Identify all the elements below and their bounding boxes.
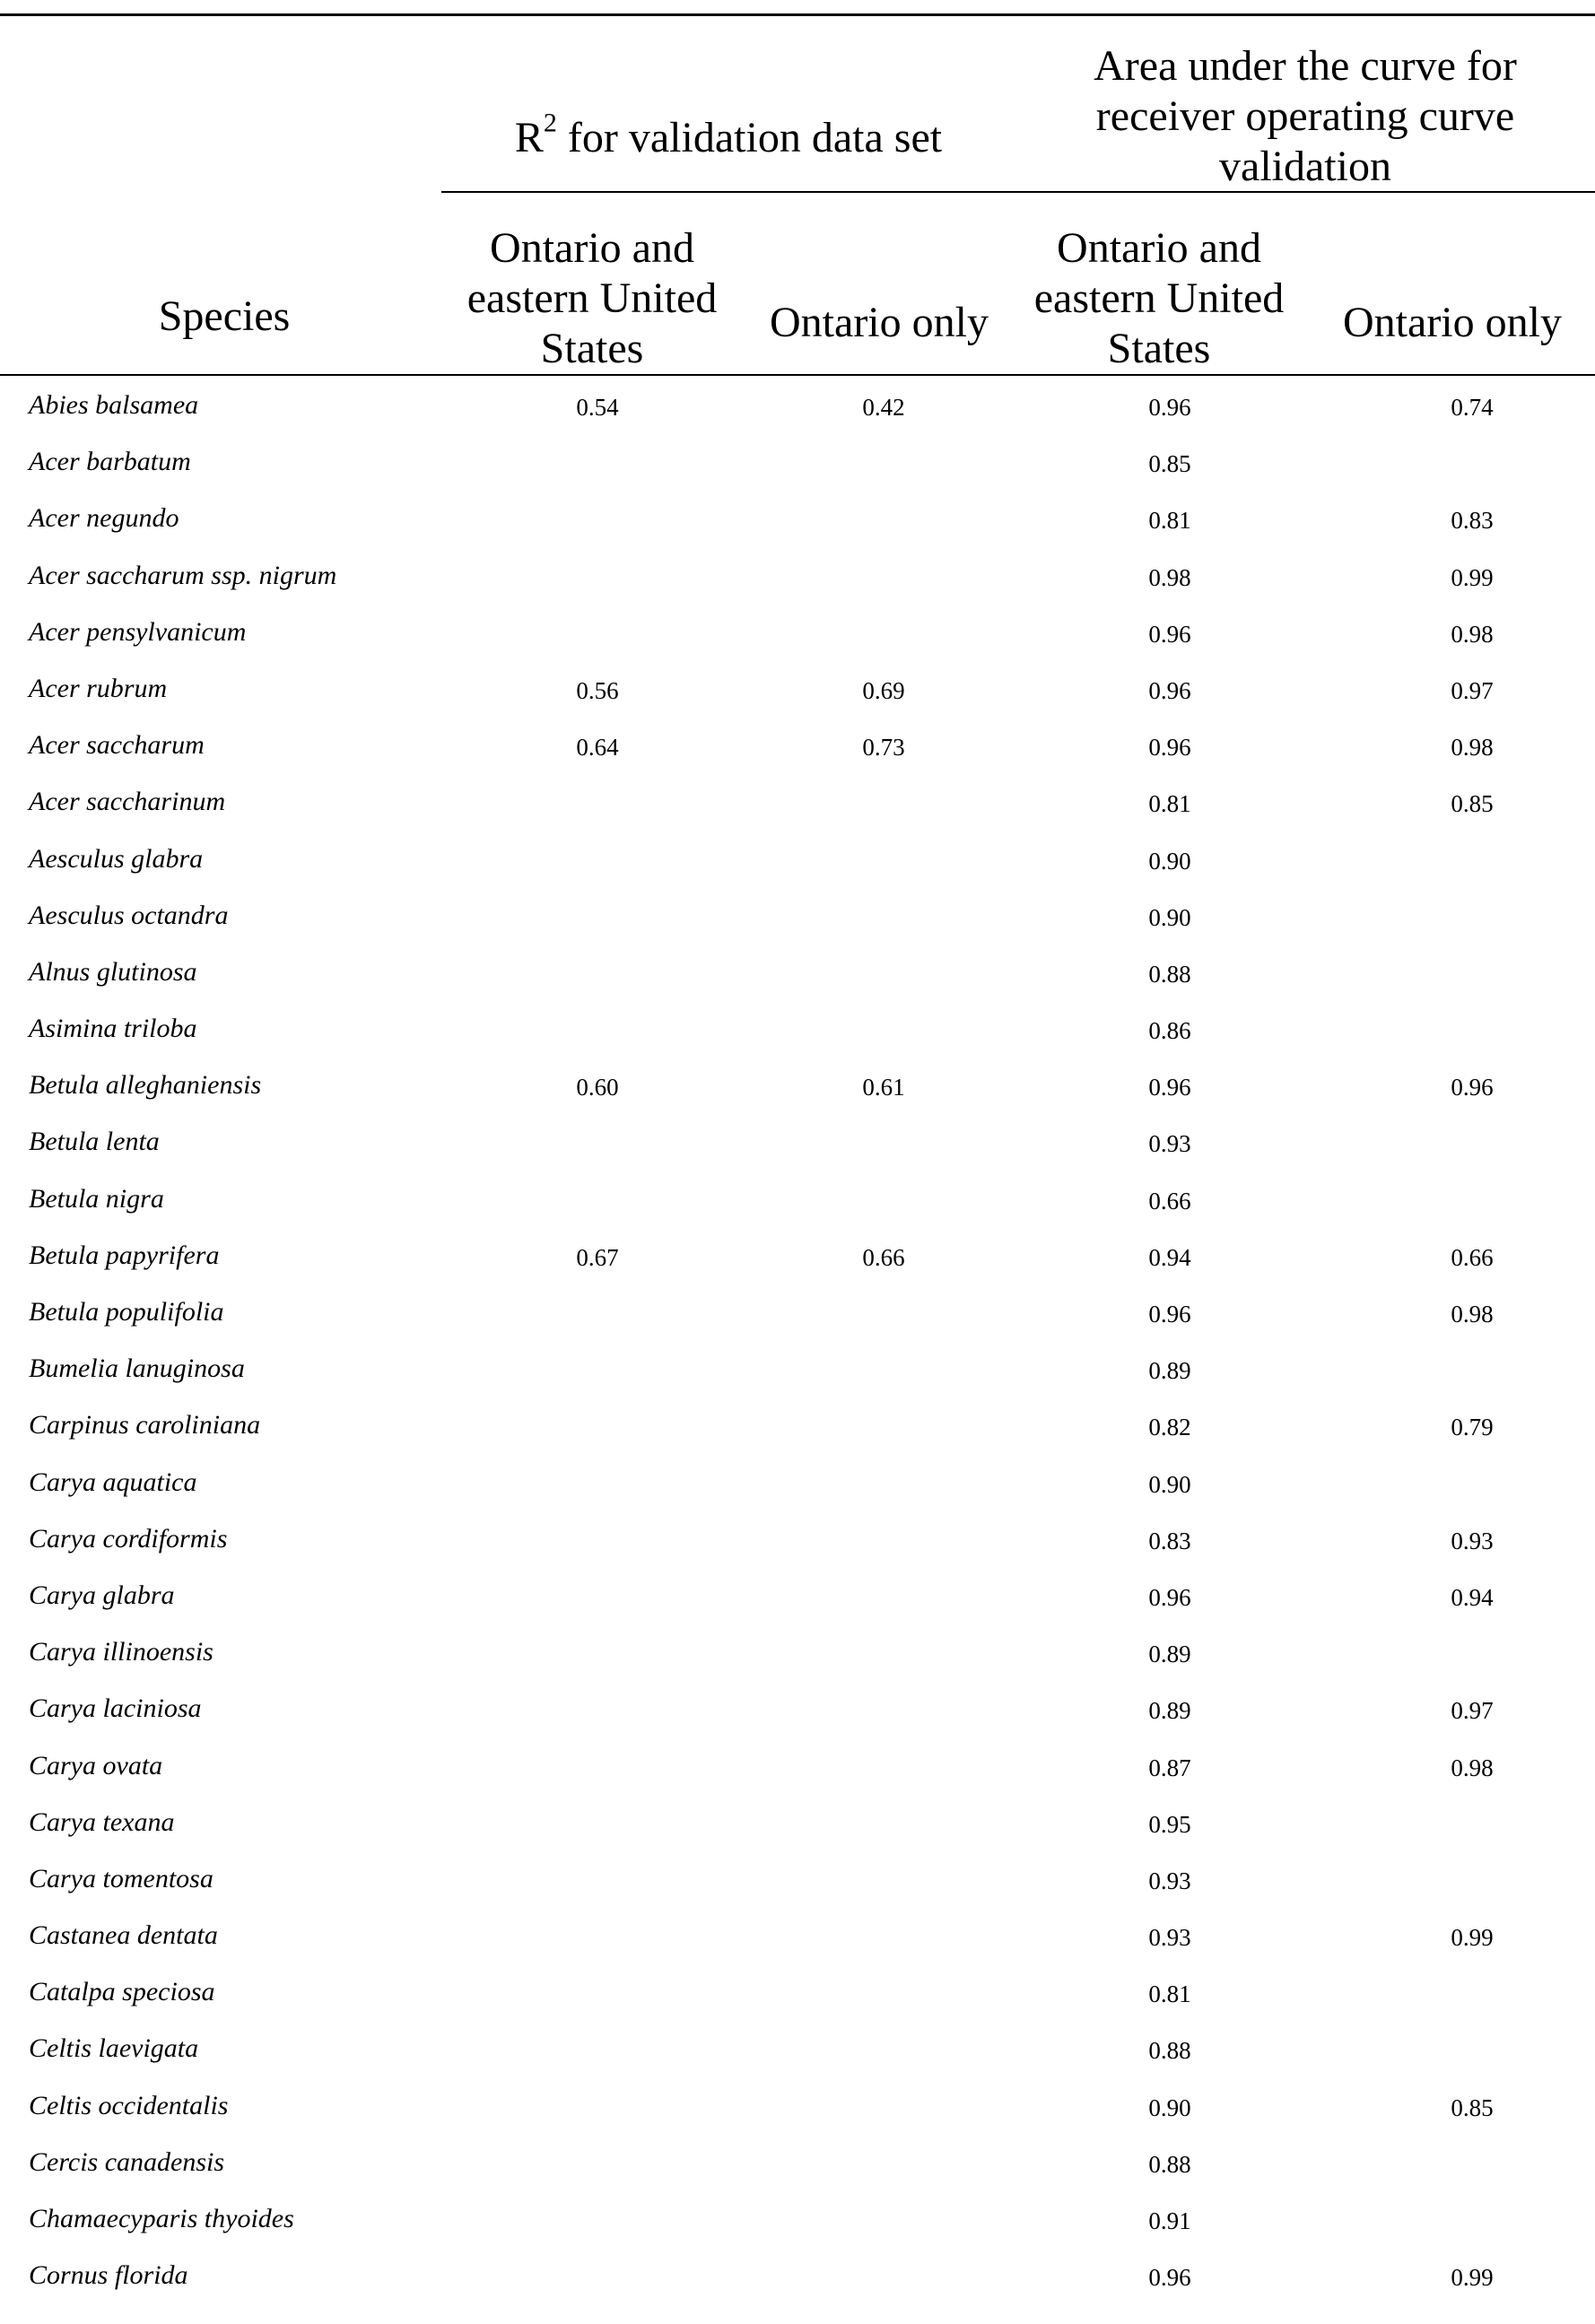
species-cell: Aesculus glabra [29,843,204,874]
auc-on-us-cell: 0.93 [1148,1924,1191,1952]
species-cell: Betula populifolia [29,1297,224,1327]
auc-on-cell: 0.99 [1451,563,1494,591]
table-row [0,1961,1595,2017]
auc-on-us-cell: 0.90 [1148,847,1191,875]
table-row [0,487,1595,544]
table-row [0,1054,1595,1110]
auc-on-us-cell: 0.86 [1148,1017,1191,1045]
species-cell: Carpinus caroliniana [29,1410,261,1441]
auc-on-us-cell: 0.90 [1148,903,1191,931]
auc-on-us-cell: 0.95 [1148,1810,1191,1838]
r2-on-cell: 0.66 [862,1243,905,1271]
header-line: eastern United [1033,274,1285,322]
r2-group-prefix: R [514,114,544,161]
species-cell: Betula alleghaniensis [29,1070,262,1101]
header-line: Ontario and [490,224,694,272]
species-cell: Carya glabra [29,1580,175,1610]
auc-ontario-only-header: Ontario only [1343,299,1562,346]
table-row [0,997,1595,1054]
header-line: Ontario and [1057,224,1261,272]
species-cell: Catalpa speciosa [29,1977,215,2007]
auc-on-us-cell: 0.94 [1148,1243,1191,1271]
table-body [0,374,1595,2301]
auc-on-us-cell: 0.96 [1148,1074,1191,1101]
auc-group-header [1015,41,1595,192]
auc-ontario-eastern-us-header [1015,223,1303,374]
table-row [0,1735,1595,1791]
auc-on-us-cell: 0.89 [1148,1357,1191,1385]
header-line: States [540,325,644,372]
auc-on-us-cell: 0.89 [1148,1697,1191,1725]
auc-on-us-cell: 0.81 [1148,790,1191,818]
auc-on-cell: 0.83 [1451,507,1494,535]
auc-on-cell: 0.79 [1451,1414,1494,1441]
table-row [0,1168,1595,1224]
r2-group-superscript: 2 [543,108,557,138]
species-cell: Abies balsamea [29,390,199,420]
auc-on-cell: 0.99 [1451,2264,1494,2292]
auc-on-us-cell: 0.96 [1148,1301,1191,1327]
table-row [0,1224,1595,1281]
species-cell: Betula lenta [29,1127,160,1157]
table-row [0,1848,1595,1904]
table-row [0,1394,1595,1450]
r2-on-cell: 0.42 [862,394,905,421]
r2-ontario-eastern-us-header [441,223,743,374]
auc-on-us-cell: 0.88 [1148,2037,1191,2065]
auc-on-cell: 0.97 [1451,1697,1494,1725]
r2-on-cell: 0.61 [862,1074,905,1101]
auc-on-us-cell: 0.87 [1148,1754,1191,1781]
auc-on-us-cell: 0.88 [1148,960,1191,988]
table-row [0,2131,1595,2188]
table-row [0,431,1595,487]
species-cell: Betula papyrifera [29,1240,220,1270]
auc-on-us-cell: 0.90 [1148,1470,1191,1498]
species-cell: Asimina triloba [29,1014,197,1044]
table-row [0,1508,1595,1564]
auc-on-cell: 0.98 [1451,1301,1494,1327]
species-cell: Castanea dentata [29,1920,218,1951]
table-row [0,941,1595,997]
table-row [0,1281,1595,1337]
auc-on-us-cell: 0.91 [1148,2207,1191,2234]
table-row [0,1564,1595,1621]
top-rule [0,13,1595,16]
species-cell: Celtis laevigata [29,2033,199,2064]
species-cell: Cornus florida [29,2260,188,2291]
auc-on-us-cell: 0.85 [1148,450,1191,478]
table-row [0,1451,1595,1508]
r2-ontario-only-header: Ontario only [770,299,989,346]
table-row [0,2075,1595,2131]
table-row [0,374,1595,431]
header-line: eastern United [466,274,718,322]
species-cell: Celtis occidentalis [29,2090,229,2120]
auc-on-us-cell: 0.82 [1148,1414,1191,1441]
table-row [0,2244,1595,2301]
species-cell: Betula nigra [29,1183,164,1214]
species-cell: Acer saccharum [29,730,205,761]
r2-on-cell: 0.73 [862,734,905,762]
table-row [0,1677,1595,1734]
r2-on-us-cell: 0.56 [576,676,619,704]
auc-on-us-cell: 0.96 [1148,620,1191,648]
auc-on-cell: 0.98 [1451,620,1494,648]
table-row [0,1621,1595,1677]
auc-on-us-cell: 0.96 [1148,734,1191,762]
auc-on-cell: 0.98 [1451,734,1494,762]
auc-on-cell: 0.93 [1451,1527,1494,1554]
species-cell: Acer negundo [29,503,179,534]
auc-on-cell: 0.66 [1451,1243,1494,1271]
species-cell: Carya cordiformis [29,1523,228,1554]
auc-group-line-2: receiver operating curve [1095,92,1515,140]
auc-on-cell: 0.85 [1451,2093,1494,2121]
auc-on-us-cell: 0.88 [1148,2150,1191,2178]
table-row [0,2188,1595,2244]
r2-group-header [441,108,1015,163]
auc-on-cell: 0.98 [1451,1754,1494,1781]
auc-on-us-cell: 0.81 [1148,507,1191,535]
species-cell: Acer rubrum [29,673,168,703]
auc-on-cell: 0.85 [1451,790,1494,818]
table-row [0,828,1595,884]
species-cell: Bumelia lanuginosa [29,1353,245,1384]
auc-on-cell: 0.94 [1451,1583,1494,1611]
table-row [0,1337,1595,1394]
r2-group-suffix: for validation data set [556,114,943,161]
species-cell: Carya aquatica [29,1467,197,1497]
auc-on-cell: 0.96 [1451,1074,1494,1101]
species-cell: Carya illinoensis [29,1637,214,1667]
auc-on-cell: 0.97 [1451,676,1494,704]
species-cell: Carya tomentosa [29,1863,214,1893]
auc-on-us-cell: 0.81 [1148,1980,1191,2008]
species-cell: Acer pensylvanicum [29,616,247,647]
table-row [0,770,1595,827]
species-cell: Acer saccharum ssp. nigrum [29,560,337,590]
auc-on-us-cell: 0.93 [1148,1130,1191,1158]
auc-on-cell: 0.74 [1451,394,1494,421]
species-cell: Aesculus octandra [29,900,229,930]
table-row [0,714,1595,770]
table-row [0,544,1595,601]
auc-on-us-cell: 0.89 [1148,1641,1191,1668]
auc-on-us-cell: 0.96 [1148,1583,1191,1611]
auc-on-us-cell: 0.96 [1148,2264,1191,2292]
auc-group-line-3: validation [1219,143,1391,190]
auc-group-line-1: Area under the curve for [1094,42,1517,90]
species-cell: Acer saccharinum [29,787,226,817]
table-row [0,1110,1595,1167]
r2-on-us-cell: 0.67 [576,1243,619,1271]
auc-on-us-cell: 0.93 [1148,1867,1191,1894]
table-row [0,884,1595,941]
species-cell: Cercis canadensis [29,2146,225,2177]
table-row [0,1791,1595,1848]
auc-on-us-cell: 0.83 [1148,1527,1191,1554]
table-row [0,601,1595,657]
auc-on-cell: 0.99 [1451,1924,1494,1952]
species-cell: Chamaecyparis thyoides [29,2204,294,2233]
auc-on-us-cell: 0.66 [1148,1187,1191,1214]
auc-on-us-cell: 0.98 [1148,563,1191,591]
auc-on-us-cell: 0.90 [1148,2093,1191,2121]
r2-on-cell: 0.69 [862,676,905,704]
table-row [0,2017,1595,2074]
species-cell: Carya laciniosa [29,1693,202,1724]
species-column-header: Species [158,292,291,340]
r2-on-us-cell: 0.54 [576,394,619,421]
table-row [0,1904,1595,1961]
species-cell: Carya texana [29,1806,175,1837]
header-line: States [1107,325,1211,372]
auc-on-us-cell: 0.96 [1148,676,1191,704]
species-cell: Carya ovata [29,1750,163,1780]
r2-on-us-cell: 0.60 [576,1074,619,1101]
species-cell: Acer barbatum [29,447,191,477]
r2-on-us-cell: 0.64 [576,734,619,762]
species-cell: Alnus glutinosa [29,956,197,987]
table-row [0,657,1595,714]
auc-on-us-cell: 0.96 [1148,394,1191,421]
